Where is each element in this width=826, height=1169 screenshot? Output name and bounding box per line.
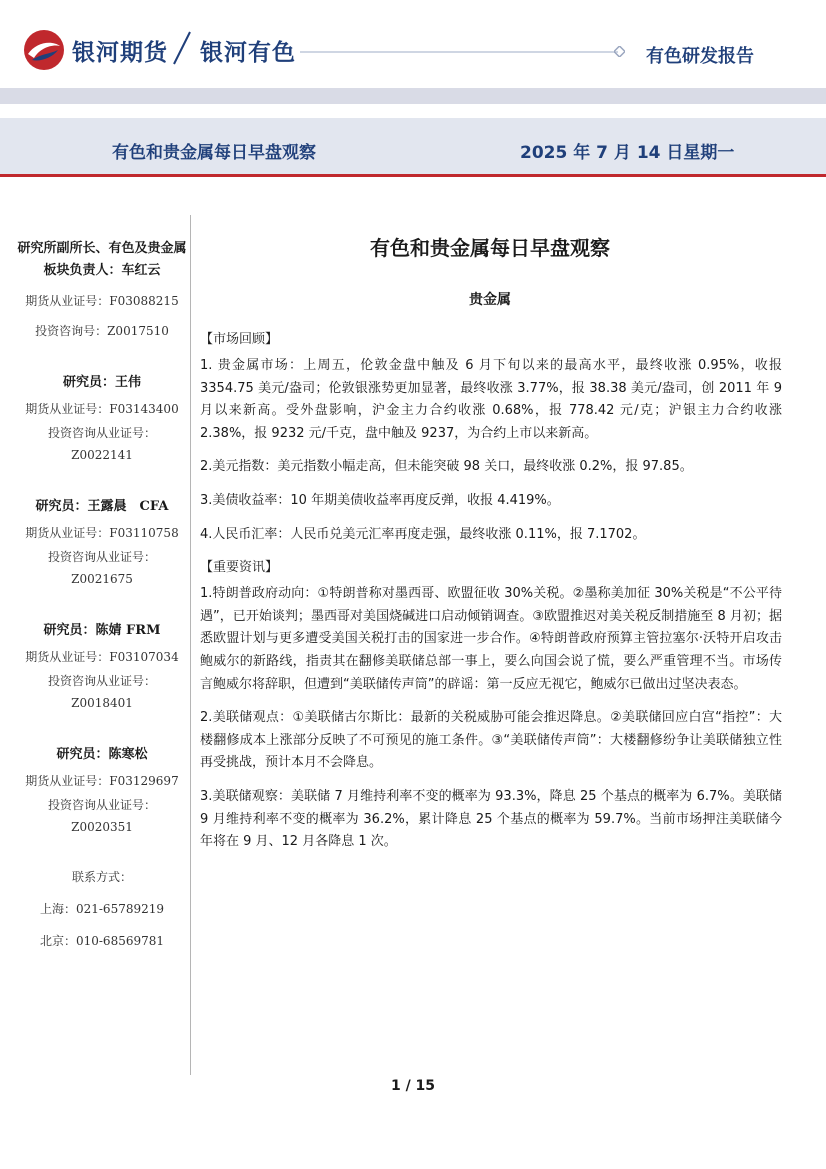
contact-block (14, 866, 190, 952)
license-number: 期货从业证号：F03143400 (25, 402, 179, 416)
contact-beijing: 北京：010-68569781 (39, 934, 165, 948)
consult-label: 投资咨询从业证号： (47, 674, 156, 688)
page-number: 1 / 15 (390, 1078, 436, 1094)
analyst-name: 研究员：陈婧 FRM (43, 623, 161, 638)
market-review-item: 4.人民币汇率：人民币兑美元汇率再度走强，最终收涨 0.11%，报 7.1702。 (200, 526, 646, 542)
analyst-name: 研究员：王伟 (62, 375, 141, 390)
license-number: 期货从业证号：F03129697 (25, 774, 179, 788)
analyst-block (14, 238, 190, 342)
report-type: 有色研发报告 (646, 46, 754, 67)
red-divider (0, 174, 826, 177)
divider-slash-icon (170, 28, 194, 68)
market-review-item: 2.美元指数：美元指数小幅走高，但未能突破 98 关口，最终收涨 0.2%，报 97.85。 (200, 459, 693, 475)
document-title: 有色和贵金属每日早盘观察 (370, 236, 610, 260)
analyst-name: 研究所副所长、有色及贵金属板块负责人：车红云 (17, 241, 187, 278)
news-item: 1.特朗普政府动向：①特朗普称对墨西哥、欧盟征收 30%关税。②墨称美加征 30%关税是“不公平待遇”，已开始谈判；墨西哥对美国烧碱进口启动倾销调查。③欧盟推迟对美关税反制措施至 8 月初；据悉欧盟计划与更多遭受美国关税打击的国家进一步合作。④特朗普政府预算主管拉塞尔·沃特开启攻击鲍威尔的新路线，指责其在翻修美联储总部一事上，要么向国会说了慌，要么严重管理不当。市场传言鲍威尔将辞职，但遭到“美联储传声筒”的辟谣：第一反应无视它，鲍威尔已做出过坚决表态。 (200, 586, 782, 692)
news-item: 3.美联储观察：美联储 7 月维持利率不变的概率为 93.3%，降息 25 个基点的概率为 6.7%。美联储 9 月维持利率不变的概率为 36.2%，累计降息 25 个基点的概率为 59.7%。当前市场押注美联储今年将在 9 月、12 月各降息 1 次。 (200, 788, 782, 850)
news-item: 2.美联储观点：①美联储古尔斯比：最新的关税威胁可能会推迟降息。②美联储回应白宫“指控”：大楼翻修成本上涨部分反映了不可预见的施工条件。③“美联储传声筒”：大楼翻修纷争让美联储独立性再受挑战，预计本月不会降息。 (200, 710, 782, 771)
analyst-block (14, 744, 190, 838)
report-date: 2025 年 7 月 14 日星期一 (520, 143, 735, 163)
page-header (0, 0, 826, 104)
license-number: 期货从业证号：F03110758 (25, 526, 179, 540)
market-review-item: 1. 贵金属市场：上周五，伦敦金盘中触及 6 月下旬以来的最高水平，最终收涨 0.95%，收报 3354.75 美元/盎司；伦敦银涨势更加显著，最终收涨 3.77%，报 38.38 美元/盎司，创 2011 年 9 月以来新高。受外盘影响，沪金主力合约收涨 0.68%，报 778.42 元/克；沪银主力合约收涨 2.38%，报 9232 元/千克，盘中触及 9237，为合约上市以来新高。 (200, 358, 782, 441)
galaxy-logo-icon (22, 28, 66, 72)
main-content (198, 224, 782, 865)
column-divider (190, 215, 191, 1075)
consult-number: Z0021675 (71, 572, 133, 586)
diamond-icon (614, 46, 625, 57)
news-heading: 【重要资讯】 (200, 560, 279, 576)
title-bar (0, 118, 826, 174)
consult-number: 投资咨询号：Z0017510 (35, 324, 169, 338)
consult-number: Z0020351 (71, 820, 133, 834)
analyst-name: 研究员：陈寒松 (56, 747, 148, 762)
analyst-block (14, 496, 190, 590)
brand-subname: 银河有色 (200, 40, 296, 66)
analyst-name: 研究员：王露晨 CFA (35, 499, 169, 514)
contact-shanghai: 上海：021-65789219 (39, 902, 165, 916)
consult-label: 投资咨询从业证号： (47, 426, 156, 440)
analyst-block (14, 372, 190, 466)
analyst-sidebar (14, 238, 190, 952)
brand-name: 银河期货 (72, 40, 168, 66)
header-divider (300, 51, 618, 53)
consult-label: 投资咨询从业证号： (47, 550, 156, 564)
consult-number: Z0018401 (71, 696, 133, 710)
contact-label: 联系方式： (71, 870, 132, 884)
section-title: 贵金属 (469, 292, 511, 308)
header-band (0, 88, 826, 104)
license-number: 期货从业证号：F03107034 (25, 650, 179, 664)
market-review-item: 3.美债收益率：10 年期美债收益率再度反弹，收报 4.419%。 (200, 492, 560, 508)
report-title: 有色和贵金属每日早盘观察 (112, 143, 316, 163)
analyst-block (14, 620, 190, 714)
consult-label: 投资咨询从业证号： (47, 798, 156, 812)
license-number: 期货从业证号：F03088215 (25, 294, 179, 308)
market-review-heading: 【市场回顾】 (200, 332, 279, 347)
consult-number: Z0022141 (71, 448, 133, 462)
